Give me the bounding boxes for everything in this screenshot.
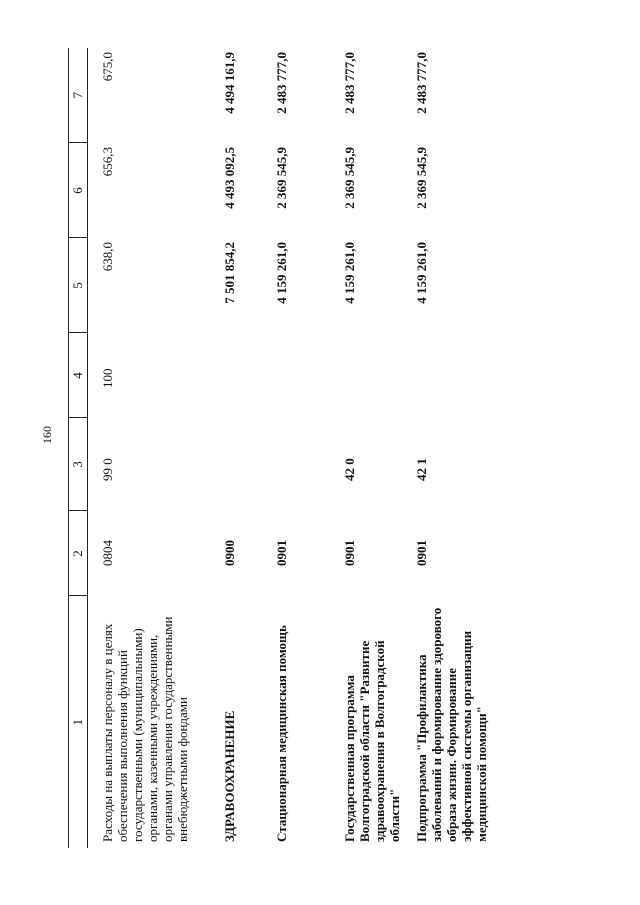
page-number: 160 bbox=[40, 426, 54, 444]
amount-col7: 2 483 777,0 bbox=[342, 52, 357, 114]
row-name: Стационарная медицинская помощь bbox=[274, 625, 289, 842]
table-row bbox=[88, 48, 211, 848]
amount-col5: 7 501 854,2 bbox=[222, 242, 237, 304]
section-code: 0900 bbox=[222, 540, 237, 566]
expense-type-code: 100 bbox=[100, 368, 115, 388]
expense-type-code bbox=[210, 333, 262, 418]
program-code bbox=[210, 418, 262, 511]
amount-col6: 656,3 bbox=[100, 147, 115, 177]
table-row bbox=[330, 48, 402, 848]
column-header-6: 6 bbox=[69, 143, 88, 238]
row-name: Подпрограмма "Профилактика заболеваний и формирование здорового образа жизни. Формирование эффективной системы организации медицинской помощи" bbox=[414, 607, 489, 842]
program-code bbox=[262, 418, 330, 511]
amount-col6: 2 369 545,9 bbox=[342, 147, 357, 209]
expense-type-code bbox=[402, 333, 524, 418]
table-row bbox=[402, 48, 524, 848]
section-code: 0804 bbox=[100, 540, 115, 566]
expense-type-code bbox=[330, 333, 402, 418]
budget-table-container bbox=[68, 48, 598, 848]
amount-col6: 2 369 545,9 bbox=[274, 147, 289, 209]
column-header-1: 1 bbox=[69, 596, 88, 848]
amount-col7: 675,0 bbox=[100, 52, 115, 82]
row-name: Государственная программа Волгоградской области "Развитие здравоохранения в Волгоградской области" bbox=[342, 640, 402, 842]
amount-col7: 2 483 777,0 bbox=[274, 52, 289, 114]
table-row bbox=[262, 48, 330, 848]
section-code: 0901 bbox=[274, 540, 289, 566]
amount-col5: 4 159 261,0 bbox=[342, 242, 357, 304]
expense-type-code bbox=[262, 333, 330, 418]
table-header-row bbox=[69, 48, 88, 848]
section-code: 0901 bbox=[414, 540, 429, 566]
program-code: 42 0 bbox=[342, 458, 357, 481]
column-header-5: 5 bbox=[69, 238, 88, 333]
program-code: 99 0 bbox=[100, 458, 115, 481]
row-name: Расходы на выплаты персоналу в целях обеспечения выполнения функций государственными (муниципальными) органами, казенными учреждениями, органами управления государственными внебюджетными фондами bbox=[100, 616, 190, 842]
amount-col5: 4 159 261,0 bbox=[414, 242, 429, 304]
amount-col6: 4 493 092,5 bbox=[222, 147, 237, 209]
column-header-7: 7 bbox=[69, 48, 88, 143]
row-name: ЗДРАВООХРАНЕНИЕ bbox=[222, 710, 237, 842]
amount-col7: 4 494 161,9 bbox=[222, 52, 237, 114]
amount-col5: 4 159 261,0 bbox=[274, 242, 289, 304]
amount-col5: 638,0 bbox=[100, 242, 115, 272]
amount-col7: 2 483 777,0 bbox=[414, 52, 429, 114]
column-header-3: 3 bbox=[69, 418, 88, 511]
budget-table bbox=[68, 48, 524, 848]
section-code: 0901 bbox=[342, 540, 357, 566]
table-row bbox=[210, 48, 262, 848]
column-header-2: 2 bbox=[69, 511, 88, 596]
column-header-4: 4 bbox=[69, 333, 88, 418]
amount-col6: 2 369 545,9 bbox=[414, 147, 429, 209]
program-code: 42 1 bbox=[414, 458, 429, 481]
